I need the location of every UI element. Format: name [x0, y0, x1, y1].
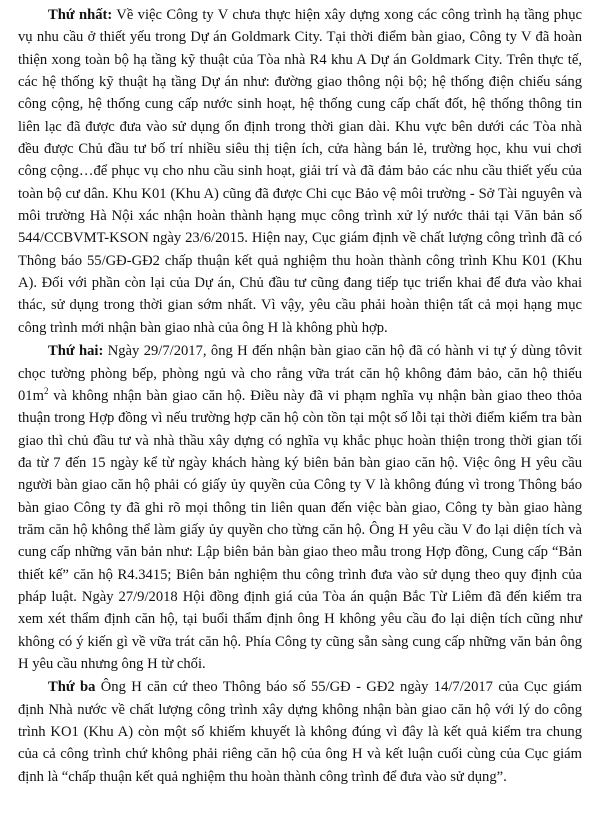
paragraph-second: [18, 340, 582, 675]
superscript: 2: [43, 385, 49, 396]
paragraph-body: Ngày 29/7/2017, ông H đến nhận bàn giao căn hộ đã có hành vi tự ý dùng tôvit chọc tường phòng bếp, phòng ngủ và cho rằng vữa trát căn hộ không đảm bảo, căn hộ thiếu 01m: [18, 343, 582, 404]
paragraph-third: [18, 676, 582, 788]
paragraph-first: [18, 4, 582, 339]
paragraph-lead: Thứ ba: [48, 679, 96, 696]
paragraph-lead: Thứ hai:: [48, 343, 104, 360]
paragraph-body: Về việc Công ty V chưa thực hiện xây dựng xong các công trình hạ tầng phục vụ nhu cầu ở thiết yếu trong Dự án Goldmark City. Tại thời điểm bàn giao, Công ty V đã hoàn thiện xong toàn bộ hạ tầng kỹ thuật của Tòa nhà R4 khu A Dự án Goldmark City. Trên thực tế, các hệ thống kỹ thuật hạ tầng Dự án như: đường giao thông nội bộ; hệ thống điện chiếu sáng công cộng, hệ thống cung cấp nước sinh hoạt, hệ thống cung cấp chất đốt, hệ thống thông tin liên lạc đã được đưa vào sử dụng ổn định trong thời gian dài. Khu vực bên dưới các Tòa nhà đều được Chủ đầu tư bố trí nhiều siêu thị tiện ích, cửa hàng bán lẻ, trường học, khu vui chơi công cộng…để phục vụ cho nhu cầu sinh hoạt, giải trí và đã đảm bảo các nhu cầu thiết yếu của toàn bộ cư dân. Khu K01 (Khu A) cũng đã được Chi cục Bảo vệ môi trường - Sở Tài nguyên và môi trường Hà Nội xác nhận hoàn thành hạng mục công trình xử lý nước thải tại Văn bản số 544/CCBVMT-KSON ngày 23/6/2015. Hiện nay, Cục giám định về chất lượng công trình đã có Thông báo 55/GĐ-GĐ2 chấp thuận kết quả nghiệm thu hoàn thành công trình Khu K01 (Khu A). Đối với phần còn lại của Dự án, Chủ đầu tư cũng đang tiếp tục triển khai để đưa vào khai thác, sử dụng trong thời gian sớm nhất. Vì vậy, yêu cầu phải hoàn thiện tất cả mọi hạng mục công trình mới nhận bàn giao nhà của ông H là không phù hợp.: [18, 7, 582, 336]
paragraph-body: và không nhận bàn giao căn hộ. Điều này đã vi phạm nghĩa vụ nhận bàn giao theo thỏa thuận trong Hợp đồng vì nếu trường hợp căn hộ còn tồn tại một số lỗi tại thời điểm kiểm tra bàn giao thì chủ đầu tư và nhà thầu xây dựng có nghĩa vụ khắc phục hoàn thiện trong thời gian tối đa từ 7 đến 15 ngày kể từ ngày khách hàng ký biên bản bàn giao căn hộ. Việc ông H yêu cầu người bàn giao căn hộ phải có giấy ủy quyền của Công ty V là không đúng vì trong Thông báo bàn giao Công ty đã ghi rõ mọi thông tin liên quan đến việc bàn giao, Công ty bàn giao hàng trăm căn hộ không thể làm giấy ủy quyền cho từng căn hộ. Ông H yêu cầu V đo lại diện tích và cung cấp những văn bản như: Lập biên bản bàn giao theo mẫu trong Hợp đồng, Cung cấp “Bản thiết kế” căn hộ R4.3415; Biên bản nghiệm thu công trình đưa vào sử dụng theo quy định của pháp luật. Ngày 27/9/2018 Hội đồng định giá của Tòa án quận Bắc Từ Liêm đã đến kiểm tra xem xét thẩm định căn hộ, tại buổi thẩm định ông H không yêu cầu đo lại diện tích cũng như không có ý kiến gì về vữa trát căn hộ. Phía Công ty cũng sẵn sàng cung cấp những văn bản ông H yêu cầu nhưng ông H từ chối.: [18, 387, 582, 672]
paragraph-body: Ông H căn cứ theo Thông báo số 55/GĐ - GĐ2 ngày 14/7/2017 của Cục giám định Nhà nước về chất lượng công trình xây dựng không nhận bàn giao căn hộ với lý do công trình KO1 (Khu A) còn một số khiếm khuyết là không đúng vì đây là kết quả kiểm tra chung của cả công trình chứ không phải riêng căn hộ của ông H và kết luận cuối cùng của Cục giám định là “chấp thuận kết quả nghiệm thu hoàn thành công trình để đưa vào sử dụng”.: [18, 679, 583, 785]
paragraph-lead: Thứ nhất:: [48, 7, 113, 23]
